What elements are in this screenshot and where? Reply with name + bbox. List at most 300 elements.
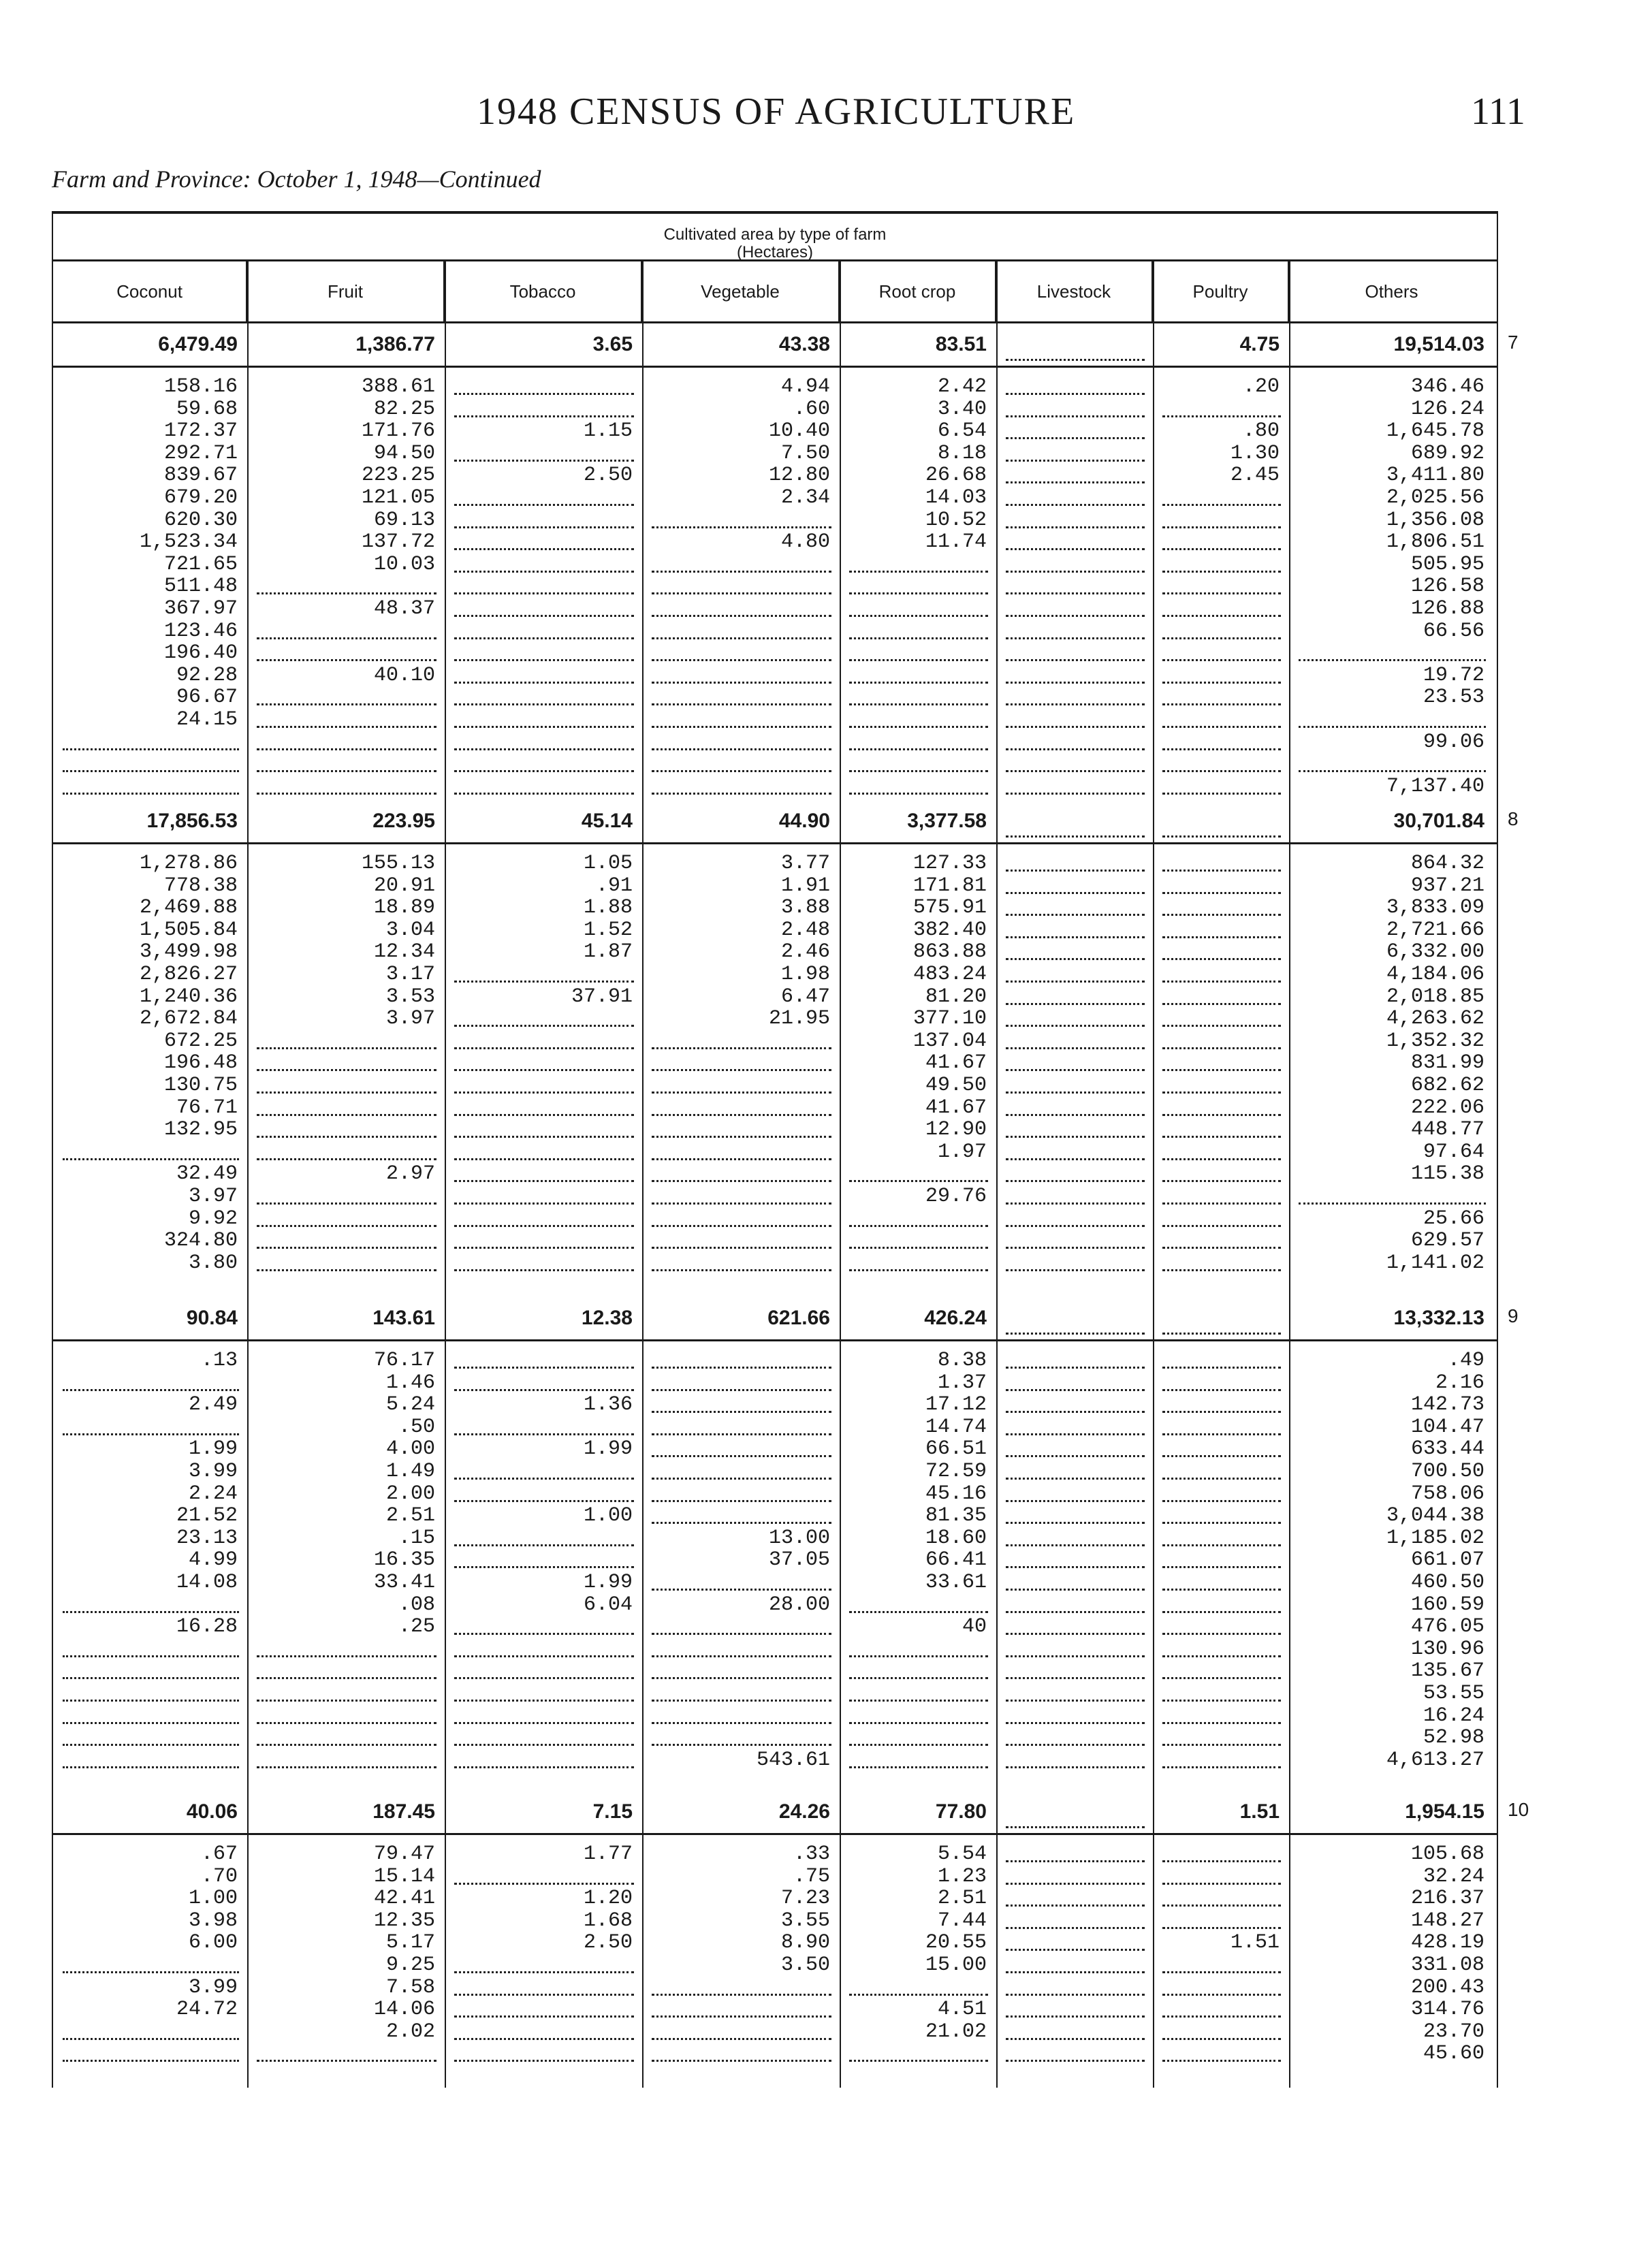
cell-vegetable: 37.05 <box>768 1548 830 1572</box>
cell-fruit: 76.17 <box>373 1349 435 1372</box>
empty-cell-leader <box>257 659 436 661</box>
total-tobacco: 12.38 <box>581 1307 633 1329</box>
empty-cell-leader <box>849 770 988 772</box>
empty-cell-leader <box>454 748 634 750</box>
empty-cell-leader <box>652 726 831 728</box>
empty-cell-leader <box>454 1114 634 1116</box>
empty-cell-leader <box>257 1091 436 1094</box>
cell-coconut: 672.25 <box>163 1029 238 1053</box>
empty-cell-leader <box>1162 770 1281 772</box>
cell-vegetable: 1.91 <box>780 874 830 897</box>
empty-cell-leader <box>1006 481 1145 483</box>
empty-cell-leader <box>652 1202 831 1205</box>
cell-others: 52.98 <box>1423 1726 1484 1750</box>
empty-cell-leader <box>652 1633 831 1635</box>
cell-root-crop: 81.20 <box>925 985 987 1008</box>
cell-tobacco: 1.99 <box>583 1437 633 1461</box>
cell-root-crop: 21.02 <box>925 2020 987 2043</box>
empty-cell-leader <box>63 1744 239 1746</box>
empty-cell-leader <box>454 1744 634 1746</box>
empty-cell-leader <box>454 1225 634 1227</box>
cell-others: 1,141.02 <box>1386 1251 1484 1275</box>
empty-cell-leader <box>1006 770 1145 772</box>
empty-cell-leader <box>1162 1047 1281 1049</box>
empty-cell-leader <box>652 703 831 705</box>
empty-cell-leader <box>1162 1091 1281 1094</box>
cell-vegetable: 12.80 <box>768 464 830 488</box>
empty-cell-leader <box>652 1744 831 1746</box>
empty-cell-leader <box>652 770 831 772</box>
empty-cell-leader <box>257 1047 436 1049</box>
cell-others: 661.07 <box>1410 1548 1484 1572</box>
cell-others: 25.66 <box>1423 1207 1484 1230</box>
empty-cell-leader <box>1162 981 1281 983</box>
empty-cell-leader <box>1006 2038 1145 2040</box>
empty-cell-leader <box>1006 659 1145 661</box>
cell-coconut: 96.67 <box>176 686 238 710</box>
empty-cell-leader <box>652 592 831 594</box>
empty-cell-leader <box>257 770 436 772</box>
empty-cell-leader <box>1006 793 1145 795</box>
empty-cell-leader <box>1006 1905 1145 1907</box>
total-vegetable: 43.38 <box>778 333 830 355</box>
empty-cell-leader <box>1162 1633 1281 1635</box>
empty-cell-leader <box>1162 1025 1281 1027</box>
cell-coconut: 324.80 <box>163 1229 238 1253</box>
cell-coconut: 1,523.34 <box>139 530 238 554</box>
cell-vegetable: 8.90 <box>780 1931 830 1955</box>
total-fruit: 143.61 <box>372 1307 435 1329</box>
empty-cell-leader <box>257 637 436 639</box>
empty-cell-leader <box>849 615 988 617</box>
cell-vegetable: 7.50 <box>780 441 830 465</box>
empty-cell-leader <box>1006 359 1145 361</box>
empty-cell-leader <box>1006 1225 1145 1227</box>
empty-cell-leader <box>257 793 436 795</box>
cell-others: 32.24 <box>1423 1864 1484 1888</box>
cell-others: 4,263.62 <box>1386 1007 1484 1031</box>
empty-cell-leader <box>63 1722 239 1724</box>
empty-cell-leader <box>454 1047 634 1049</box>
empty-cell-leader <box>1162 1611 1281 1613</box>
empty-cell-leader <box>849 1269 988 1271</box>
empty-cell-leader <box>1162 615 1281 617</box>
empty-cell-leader <box>849 1766 988 1768</box>
cell-fruit: 388.61 <box>361 375 435 398</box>
empty-cell-leader <box>1162 1677 1281 1679</box>
cell-coconut: 511.48 <box>163 575 238 599</box>
empty-cell-leader <box>1162 1202 1281 1205</box>
empty-cell-leader <box>454 1389 634 1391</box>
empty-cell-leader <box>454 981 634 983</box>
total-coconut: 6,479.49 <box>158 333 238 355</box>
total-root-crop: 3,377.58 <box>907 810 987 832</box>
empty-cell-leader <box>1162 1905 1281 1907</box>
empty-cell-leader <box>454 682 634 684</box>
empty-cell-leader <box>1162 2015 1281 2018</box>
column-header-poultry: Poultry <box>1153 261 1289 321</box>
empty-cell-leader <box>257 1069 436 1071</box>
empty-cell-leader <box>257 2060 436 2062</box>
cell-others: 19.72 <box>1423 663 1484 687</box>
cell-others: 23.53 <box>1423 686 1484 710</box>
cell-vegetable: .75 <box>793 1864 830 1888</box>
empty-cell-leader <box>63 770 239 772</box>
empty-cell-leader <box>1006 1069 1145 1071</box>
empty-cell-leader <box>1006 1633 1145 1635</box>
cell-root-crop: 1.97 <box>937 1140 987 1164</box>
empty-cell-leader <box>1006 1927 1145 1929</box>
empty-cell-leader <box>257 703 436 705</box>
cell-coconut: 3.80 <box>188 1251 238 1275</box>
total-root-crop: 426.24 <box>924 1307 987 1329</box>
empty-cell-leader <box>454 1433 634 1435</box>
empty-cell-leader <box>849 1655 988 1657</box>
cell-tobacco: 1.00 <box>583 1504 633 1528</box>
cell-others: 126.58 <box>1410 575 1484 599</box>
empty-cell-leader <box>1006 870 1145 872</box>
empty-cell-leader <box>652 1589 831 1591</box>
empty-cell-leader <box>1006 1611 1145 1613</box>
cell-fruit: 18.89 <box>373 896 435 920</box>
cell-fruit: 15.14 <box>373 1864 435 1888</box>
page-number: 111 <box>1471 91 1525 133</box>
column-header-others: Others <box>1365 281 1418 302</box>
table-super-header <box>53 214 1497 261</box>
cell-root-crop: 72.59 <box>925 1460 987 1483</box>
cell-fruit: 14.06 <box>373 1998 435 2022</box>
cell-vegetable: 10.40 <box>768 419 830 443</box>
empty-cell-leader <box>849 748 988 750</box>
empty-cell-leader <box>257 1677 436 1679</box>
column-rule <box>642 261 644 2088</box>
cell-others: 23.70 <box>1423 2020 1484 2043</box>
empty-cell-leader <box>63 1158 239 1160</box>
cell-root-crop: 3.40 <box>937 397 987 421</box>
empty-cell-leader <box>63 2038 239 2040</box>
cell-root-crop: 10.52 <box>925 508 987 532</box>
empty-cell-leader <box>652 1180 831 1182</box>
cell-others: 115.38 <box>1410 1162 1484 1186</box>
cell-fruit: 1.46 <box>385 1371 435 1395</box>
empty-cell-leader <box>257 1766 436 1768</box>
empty-cell-leader <box>849 592 988 594</box>
empty-cell-leader <box>1162 958 1281 960</box>
empty-cell-leader <box>454 1722 634 1724</box>
empty-cell-leader <box>652 682 831 684</box>
cell-tobacco: 1.15 <box>583 419 633 443</box>
cell-root-crop: 2.51 <box>937 1887 987 1911</box>
cell-coconut: 3.99 <box>188 1460 238 1483</box>
empty-cell-leader <box>849 2060 988 2062</box>
cell-others: .49 <box>1447 1349 1484 1372</box>
empty-cell-leader <box>1162 892 1281 894</box>
cell-root-crop: 14.03 <box>925 486 987 509</box>
empty-cell-leader <box>652 1158 831 1160</box>
empty-cell-leader <box>1162 1433 1281 1435</box>
cell-vegetable: 7.23 <box>780 1887 830 1911</box>
total-root-crop: 77.80 <box>935 1800 987 1823</box>
cell-others: 53.55 <box>1423 1682 1484 1705</box>
cell-tobacco: 1.20 <box>583 1887 633 1911</box>
empty-cell-leader <box>454 1069 634 1071</box>
cell-coconut: 679.20 <box>163 486 238 509</box>
cell-fruit: 48.37 <box>373 597 435 620</box>
cell-others: 331.08 <box>1410 1954 1484 1977</box>
cell-fruit: 2.97 <box>385 1162 435 1186</box>
empty-cell-leader <box>257 1247 436 1249</box>
cell-coconut: 130.75 <box>163 1074 238 1097</box>
cell-root-crop: 49.50 <box>925 1074 987 1097</box>
empty-cell-leader <box>454 1994 634 1996</box>
cell-fruit: 82.25 <box>373 397 435 421</box>
empty-cell-leader <box>454 1544 634 1546</box>
cell-root-crop: 7.44 <box>937 1909 987 1932</box>
cell-fruit: .50 <box>398 1415 435 1439</box>
empty-cell-leader <box>454 1971 634 1973</box>
cell-others: 2,018.85 <box>1386 985 1484 1008</box>
cell-root-crop: 66.41 <box>925 1548 987 1572</box>
cell-tobacco: 1.52 <box>583 918 633 942</box>
empty-cell-leader <box>1162 748 1281 750</box>
empty-cell-leader <box>1006 1455 1145 1457</box>
cell-coconut: 196.40 <box>163 641 238 665</box>
cell-poultry: .80 <box>1242 419 1280 443</box>
empty-cell-leader <box>1006 1766 1145 1768</box>
column-header-fruit: Fruit <box>247 261 445 321</box>
block-separator <box>53 842 1497 844</box>
empty-cell-leader <box>1006 835 1145 838</box>
empty-cell-leader <box>454 703 634 705</box>
cell-fruit: 137.72 <box>361 530 435 554</box>
cell-root-crop: 863.88 <box>912 940 987 964</box>
cell-coconut: 367.97 <box>163 597 238 620</box>
cell-fruit: 12.34 <box>373 940 435 964</box>
empty-cell-leader <box>1006 1091 1145 1094</box>
empty-cell-leader <box>1006 1047 1145 1049</box>
cell-vegetable: 2.48 <box>780 918 830 942</box>
total-tobacco: 45.14 <box>581 810 633 832</box>
empty-cell-leader <box>652 1478 831 1480</box>
empty-cell-leader <box>652 1411 831 1413</box>
empty-cell-leader <box>652 1047 831 1049</box>
cell-fruit: .08 <box>398 1593 435 1616</box>
super-header-line-2: (Hectares) <box>736 243 814 261</box>
cell-tobacco: 1.99 <box>583 1571 633 1594</box>
block-separator <box>53 1833 1497 1835</box>
empty-cell-leader <box>849 1180 988 1182</box>
cell-others: 45.60 <box>1423 2042 1484 2066</box>
cell-fruit: 69.13 <box>373 508 435 532</box>
empty-cell-leader <box>1162 914 1281 916</box>
empty-cell-leader <box>1162 1883 1281 1885</box>
cell-coconut: 9.92 <box>188 1207 238 1230</box>
cell-fruit: 3.04 <box>385 918 435 942</box>
empty-cell-leader <box>1162 936 1281 938</box>
cell-others: 460.50 <box>1410 1571 1484 1594</box>
cell-fruit: 1.49 <box>385 1460 435 1483</box>
empty-cell-leader <box>1006 1883 1145 1885</box>
empty-cell-leader <box>1299 659 1486 661</box>
empty-cell-leader <box>454 1202 634 1205</box>
empty-cell-leader <box>1162 1589 1281 1591</box>
empty-cell-leader <box>1162 592 1281 594</box>
empty-cell-leader <box>1006 726 1145 728</box>
empty-cell-leader <box>1006 1744 1145 1746</box>
empty-cell-leader <box>1006 393 1145 395</box>
cell-root-crop: 41.67 <box>925 1051 987 1075</box>
cell-vegetable: .33 <box>793 1843 830 1866</box>
empty-cell-leader <box>454 793 634 795</box>
column-rule <box>247 261 249 2088</box>
cell-tobacco: 6.04 <box>583 1593 633 1616</box>
empty-cell-leader <box>1006 748 1145 750</box>
cell-root-crop: 377.10 <box>912 1007 987 1031</box>
cell-coconut: 158.16 <box>163 375 238 398</box>
cell-others: 758.06 <box>1410 1482 1484 1505</box>
empty-cell-leader <box>849 571 988 573</box>
cell-root-crop: 26.68 <box>925 464 987 488</box>
empty-cell-leader <box>257 1225 436 1227</box>
empty-cell-leader <box>63 1700 239 1702</box>
empty-cell-leader <box>1162 1225 1281 1227</box>
empty-cell-leader <box>1006 981 1145 983</box>
empty-cell-leader <box>1162 870 1281 872</box>
empty-cell-leader <box>257 1114 436 1116</box>
cell-others: 864.32 <box>1410 852 1484 875</box>
total-vegetable: 44.90 <box>778 810 830 832</box>
empty-cell-leader <box>257 1202 436 1205</box>
total-poultry: 4.75 <box>1239 333 1280 355</box>
cell-others: 346.46 <box>1410 375 1484 398</box>
cell-coconut: .13 <box>200 1349 238 1372</box>
empty-cell-leader <box>1162 1655 1281 1657</box>
empty-cell-leader <box>652 2060 831 2062</box>
empty-cell-leader <box>1299 1202 1486 1205</box>
empty-cell-leader <box>1006 1994 1145 1996</box>
cell-tobacco: 2.50 <box>583 464 633 488</box>
empty-cell-leader <box>63 1433 239 1435</box>
cell-others: 2.16 <box>1435 1371 1484 1395</box>
total-fruit: 1,386.77 <box>355 333 435 355</box>
empty-cell-leader <box>1006 1500 1145 1502</box>
total-coconut: 17,856.53 <box>146 810 238 832</box>
cell-coconut: .67 <box>200 1843 238 1866</box>
empty-cell-leader <box>1162 703 1281 705</box>
column-header-livestock: Livestock <box>996 261 1153 321</box>
empty-cell-leader <box>652 1433 831 1435</box>
cell-root-crop: 137.04 <box>912 1029 987 1053</box>
cell-others: 2,721.66 <box>1386 918 1484 942</box>
empty-cell-leader <box>1162 1766 1281 1768</box>
empty-cell-leader <box>454 770 634 772</box>
empty-cell-leader <box>257 726 436 728</box>
empty-cell-leader <box>454 1633 634 1635</box>
total-root-crop: 83.51 <box>935 333 987 355</box>
cell-root-crop: 11.74 <box>925 530 987 554</box>
cell-tobacco: 1.68 <box>583 1909 633 1932</box>
empty-cell-leader <box>652 2038 831 2040</box>
total-fruit: 223.95 <box>372 810 435 832</box>
cell-vegetable: 2.46 <box>780 940 830 964</box>
total-others: 30,701.84 <box>1393 810 1484 832</box>
column-headers <box>53 261 1497 323</box>
empty-cell-leader <box>1006 2015 1145 2018</box>
empty-cell-leader <box>1162 1114 1281 1116</box>
column-header-vegetable: Vegetable <box>642 261 840 321</box>
empty-cell-leader <box>1162 571 1281 573</box>
empty-cell-leader <box>454 615 634 617</box>
empty-cell-leader <box>1162 1927 1281 1929</box>
cell-vegetable: 1.98 <box>780 963 830 986</box>
empty-cell-leader <box>652 1700 831 1702</box>
cell-others: 3,833.09 <box>1386 896 1484 920</box>
empty-cell-leader <box>1162 1333 1281 1335</box>
cell-root-crop: 81.35 <box>925 1504 987 1528</box>
total-vegetable: 621.66 <box>767 1307 830 1329</box>
cell-coconut: 292.71 <box>163 441 238 465</box>
cell-root-crop: 17.12 <box>925 1393 987 1417</box>
empty-cell-leader <box>849 1677 988 1679</box>
cell-others: 1,356.08 <box>1386 508 1484 532</box>
cell-coconut: 620.30 <box>163 508 238 532</box>
empty-cell-leader <box>1162 1500 1281 1502</box>
cell-fruit: 5.24 <box>385 1393 435 1417</box>
empty-cell-leader <box>257 1136 436 1138</box>
empty-cell-leader <box>652 1225 831 1227</box>
empty-cell-leader <box>1162 1522 1281 1524</box>
empty-cell-leader <box>454 460 634 462</box>
empty-cell-leader <box>849 1700 988 1702</box>
cell-fruit: 3.97 <box>385 1007 435 1031</box>
total-poultry: 1.51 <box>1239 1800 1280 1823</box>
empty-cell-leader <box>1006 1269 1145 1271</box>
cell-coconut: 3.98 <box>188 1909 238 1932</box>
empty-cell-leader <box>652 1069 831 1071</box>
empty-cell-leader <box>652 1367 831 1369</box>
empty-cell-leader <box>849 659 988 661</box>
cell-root-crop: 18.60 <box>925 1526 987 1550</box>
empty-cell-leader <box>1006 682 1145 684</box>
empty-cell-leader <box>652 748 831 750</box>
cell-root-crop: 33.61 <box>925 1571 987 1594</box>
cell-others: 148.27 <box>1410 1909 1484 1932</box>
empty-cell-leader <box>1162 1994 1281 1996</box>
cell-others: 1,645.78 <box>1386 419 1484 443</box>
cell-coconut: 1,240.36 <box>139 985 238 1008</box>
empty-cell-leader <box>257 1744 436 1746</box>
empty-cell-leader <box>454 1091 634 1094</box>
total-tobacco: 7.15 <box>592 1800 633 1823</box>
empty-cell-leader <box>63 1677 239 1679</box>
empty-cell-leader <box>63 1766 239 1768</box>
cell-coconut: 24.15 <box>176 708 238 731</box>
cell-fruit: 3.53 <box>385 985 435 1008</box>
empty-cell-leader <box>1162 1269 1281 1271</box>
cell-others: 6,332.00 <box>1386 940 1484 964</box>
empty-cell-leader <box>1006 914 1145 916</box>
empty-cell-leader <box>454 1478 634 1480</box>
cell-others: 1,806.51 <box>1386 530 1484 554</box>
empty-cell-leader <box>454 592 634 594</box>
cell-others: 428.19 <box>1410 1931 1484 1955</box>
empty-cell-leader <box>1162 659 1281 661</box>
empty-cell-leader <box>1006 1544 1145 1546</box>
cell-fruit: 171.76 <box>361 419 435 443</box>
empty-cell-leader <box>257 748 436 750</box>
empty-cell-leader <box>454 526 634 528</box>
empty-cell-leader <box>454 571 634 573</box>
